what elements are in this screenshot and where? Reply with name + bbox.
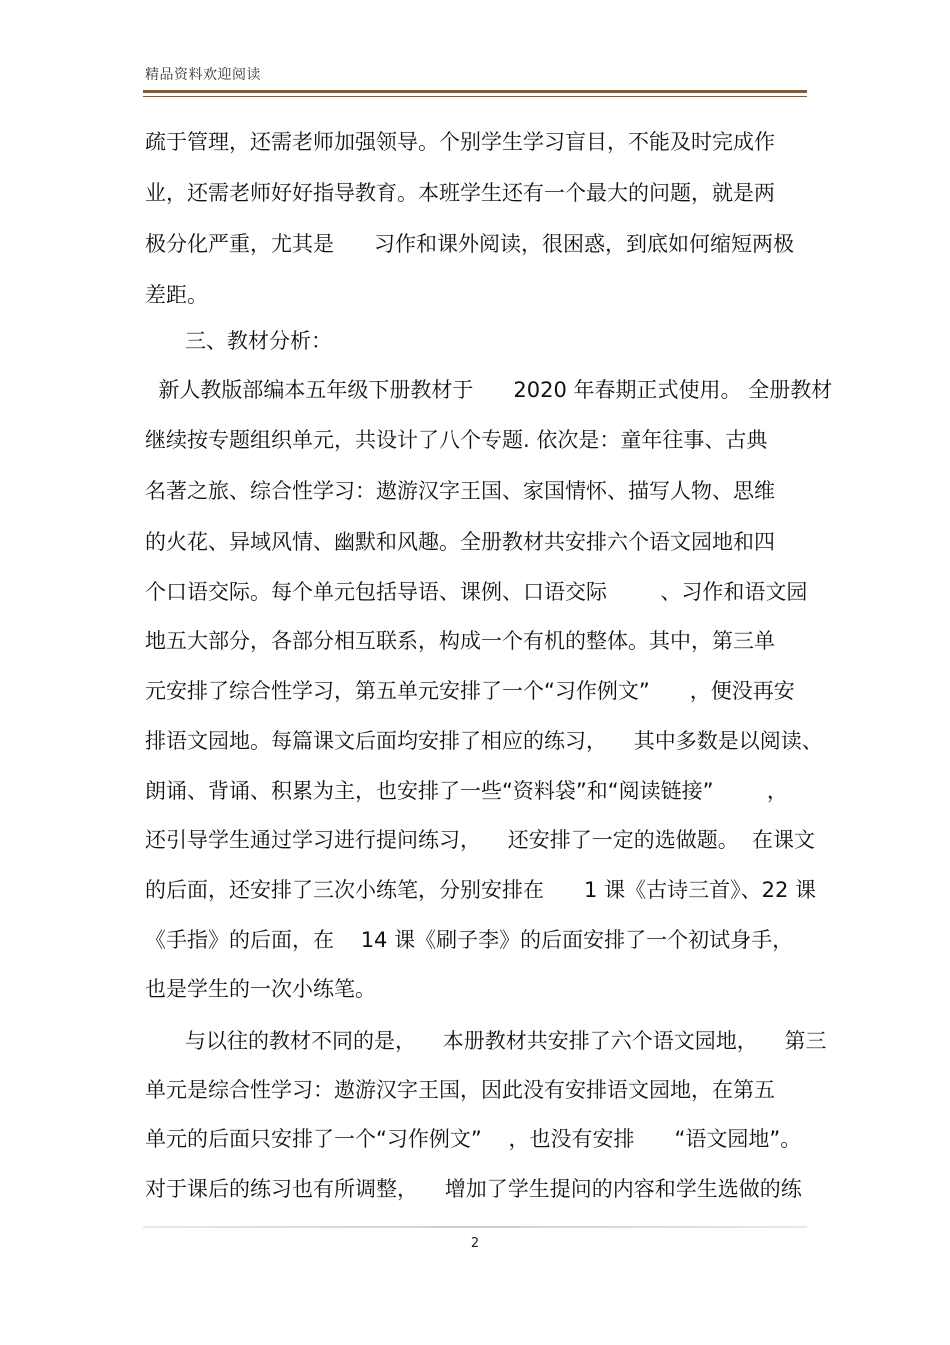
text-line: 新人教版部编本五年级下册教材于 2020 年春期正式使用。 全册教材: [145, 378, 833, 402]
text-line: 《手指》的后面，在 14 课《刷子李》的后面安排了一个初试身手，: [145, 928, 794, 952]
text-line: 地五大部分，各部分相互联系，构成一个有机的整体。其中，第三单: [145, 629, 775, 653]
text-line: 元安排了综合性学习，第五单元安排了一个“习作例文” ，便没再安: [145, 679, 795, 703]
text-line: 的后面，还安排了三次小练笔，分别安排在 1 课《古诗三首》、22 课: [145, 878, 816, 902]
header-divider: [143, 90, 807, 93]
header-text: 精品资料欢迎阅读: [145, 67, 261, 83]
text-line: 排语文园地。每篇课文后面均安排了相应的练习， 其中多数是以阅读、: [145, 729, 823, 753]
footer-divider: [143, 1226, 807, 1228]
page-number: 2: [470, 1236, 480, 1251]
text-line: 朗诵、背诵、积累为主，也安排了一些“资料袋”和“阅读链接” ，: [145, 779, 788, 803]
text-line: 业，还需老师好好指导教育。本班学生还有一个最大的问题，就是两: [145, 181, 775, 205]
text-line: 继续按专题组织单元，共设计了八个专题. 依次是：童年往事、古典: [145, 428, 768, 452]
text-line: 对于课后的练习也有所调整， 增加了学生提问的内容和学生选做的练: [145, 1177, 802, 1201]
header-divider-thin: [143, 96, 807, 97]
text-line: 疏于管理，还需老师加强领导。个别学生学习盲目，不能及时完成作: [145, 130, 775, 154]
text-line: 的火花、异域风情、幽默和风趣。全册教材共安排六个语文园地和四: [145, 530, 775, 554]
text-line: 也是学生的一次小练笔。: [145, 977, 376, 1001]
section-heading: 三、教材分析：: [145, 329, 333, 353]
text-line: 差距。: [145, 283, 208, 307]
text-line: 还引导学生通过学习进行提问练习， 还安排了一定的选做题。 在课文: [145, 828, 816, 852]
text-line: 与以往的教材不同的是， 本册教材共安排了六个语文园地， 第三: [145, 1029, 827, 1053]
text-line: 单元是综合性学习：遨游汉字王国，因此没有安排语文园地，在第五: [145, 1078, 775, 1102]
text-line: 极分化严重，尤其是 习作和课外阅读，很困惑，到底如何缩短两极: [145, 232, 795, 256]
text-line: 单元的后面只安排了一个“习作例文” ，也没有安排 “语文园地”。: [145, 1127, 802, 1151]
text-line: 个口语交际。每个单元包括导语、课例、口语交际 、习作和语文园: [145, 580, 808, 604]
text-line: 名著之旅、综合性学习：遨游汉字王国、家国情怀、描写人物、思维: [145, 479, 775, 503]
